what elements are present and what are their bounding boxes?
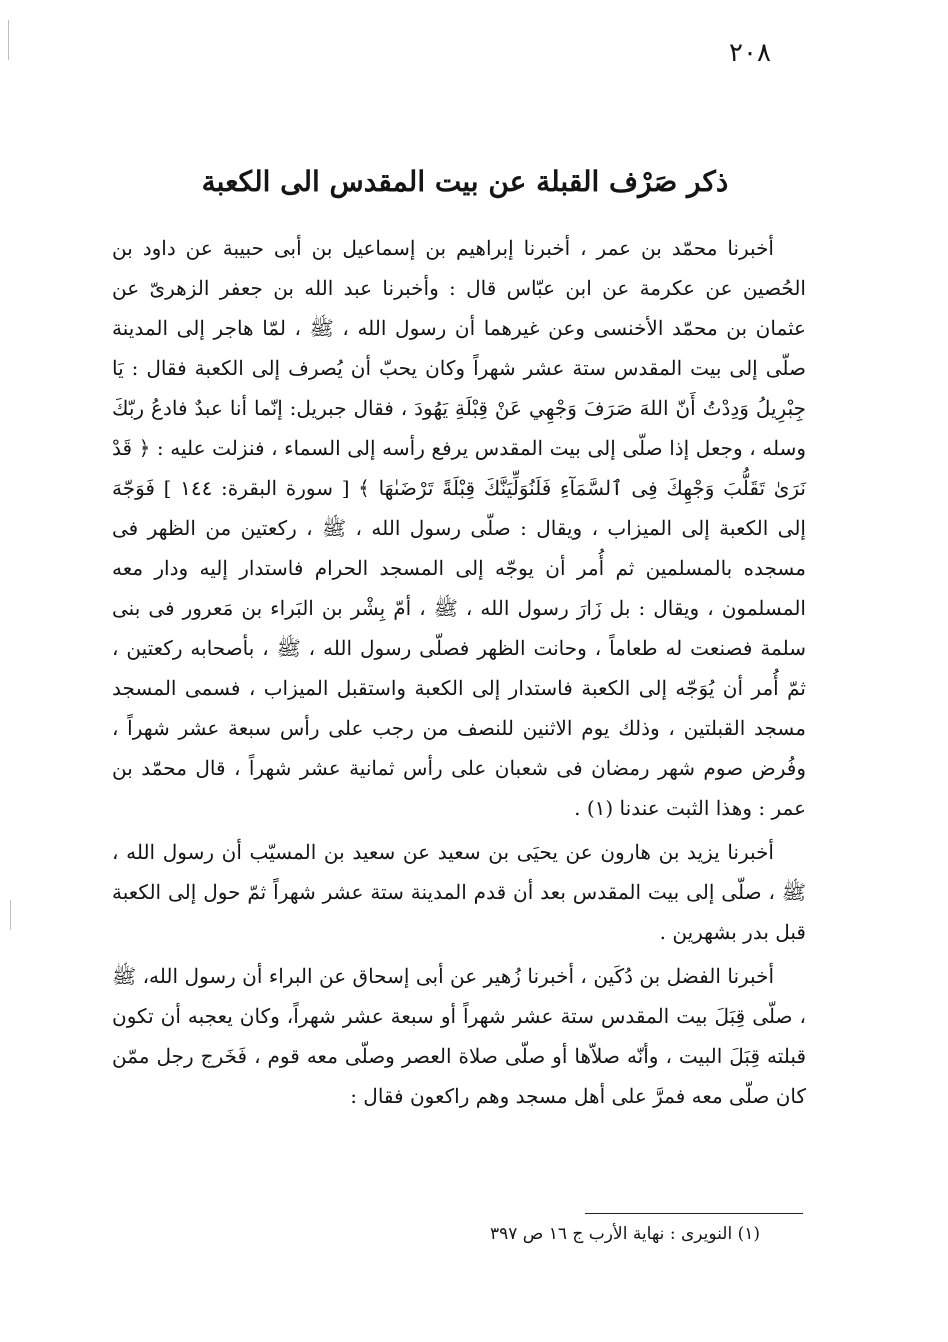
scan-edge-mark bbox=[10, 900, 11, 930]
footnote-divider bbox=[585, 1213, 803, 1214]
page-number: ٢٠٨ bbox=[729, 38, 771, 68]
paragraph-1: أخبرنا محمّد بن عمر ، أخبرنا إبراهيم بن إسماعيل بن أبى حبيبة عن داود بن الحُصين عن عكرمة عن ابن عبّاس قال : وأخبرنا عبد الله بن جعفر الزهرىّ عن عثمان بن محمّد الأخنسى وعن غيرهما أن رسول الله ، ﷺ ، لمّا هاجر إلى المدينة صلّى إلى بيت المقدس ستة عشر شهراً وكان يحبّ أن يُصرف إلى الكعبة فقال : يَا جِبْرِيلُ وَدِدْتُ أَنّ اللهَ صَرَفَ وَجْهِي عَنْ قِبْلَةِ يَهُودَ ، فقال جبريل: إنّما أنا عبدٌ فادعُ ربّكَ وسله ، وجعل إذا صلّى إلى بيت المقدس يرفع رأسه إلى السماء ، فنزلت عليه : ﴿ قَدْ نَرَىٰ تَقَلُّبَ وَجْهِكَ فِى ٱلسَّمَآءِ فَلَنُوَلِّيَنَّكَ قِبْلَةً تَرْضَىٰهَا ﴾ [ سورة البقرة: ١٤٤ ] فَوَجّهَ إلى الكعبة إلى الميزاب ، ويقال : صلّى رسول الله ، ﷺ ، ركعتين من الظهر فى مسجده بالمسلمين ثم أُمر أن يوجّه إلى المسجد الحرام فاستدار إليه ودار معه المسلمون ، ويقال : بل زَارَ رسول الله ، ﷺ ، أمّ بِشْر بن البَراء بن مَعرور فى بنى سلمة فصنعت له طعاماً ، وحانت الظهر فصلّى رسول الله ، ﷺ ، بأصحابه ركعتين ، ثمّ أُمر أن يُوَجّه إلى الكعبة فاستدار إلى الكعبة واستقبل الميزاب ، فسمى المسجد مسجد القبلتين ، وذلك يوم الاثنين للنصف من رجب على رأس سبعة عشر شهراً ، وفُرض صوم شهر رمضان فى شعبان على رأس ثمانية عشر شهراً ، قال محمّد بن عمر : وهذا الثبت عندنا (١) . bbox=[112, 236, 807, 820]
paragraph-3: أخبرنا الفضل بن دُكَين ، أخبرنا زُهير عن أبى إسحاق عن البراء أن رسول الله، ﷺ ، صلّى قِبَلَ بيت المقدس ستة عشر شهراً أو سبعة عشر شهراً، وكان يعجبه أن تكون قبلته قِبَلَ البيت ، وأنّه صلاّها أو صلّى صلاة العصر وصلّى معه قوم ، فَخَرج رجل ممّن كان صلّى معه فمرَّ على أهل مسجد وهم راكعون فقال : bbox=[112, 964, 806, 1108]
paragraph-2: أخبرنا يزيد بن هارون عن يحيَى بن سعيد عن سعيد بن المسيّب أن رسول الله ، ﷺ ، صلّى إلى بيت المقدس بعد أن قدم المدينة ستة عشر شهراً ثمّ حول إلى الكعبة قبل بدر بشهرين . bbox=[112, 840, 806, 944]
main-text bbox=[112, 228, 806, 1120]
footnote: (١) النويرى : نهاية الأرب ج ١٦ ص ٣٩٧ bbox=[489, 1224, 760, 1244]
section-title: ذكر صَرْف القبلة عن بيت المقدس الى الكعبة bbox=[201, 165, 729, 198]
scan-edge-mark bbox=[8, 20, 9, 60]
